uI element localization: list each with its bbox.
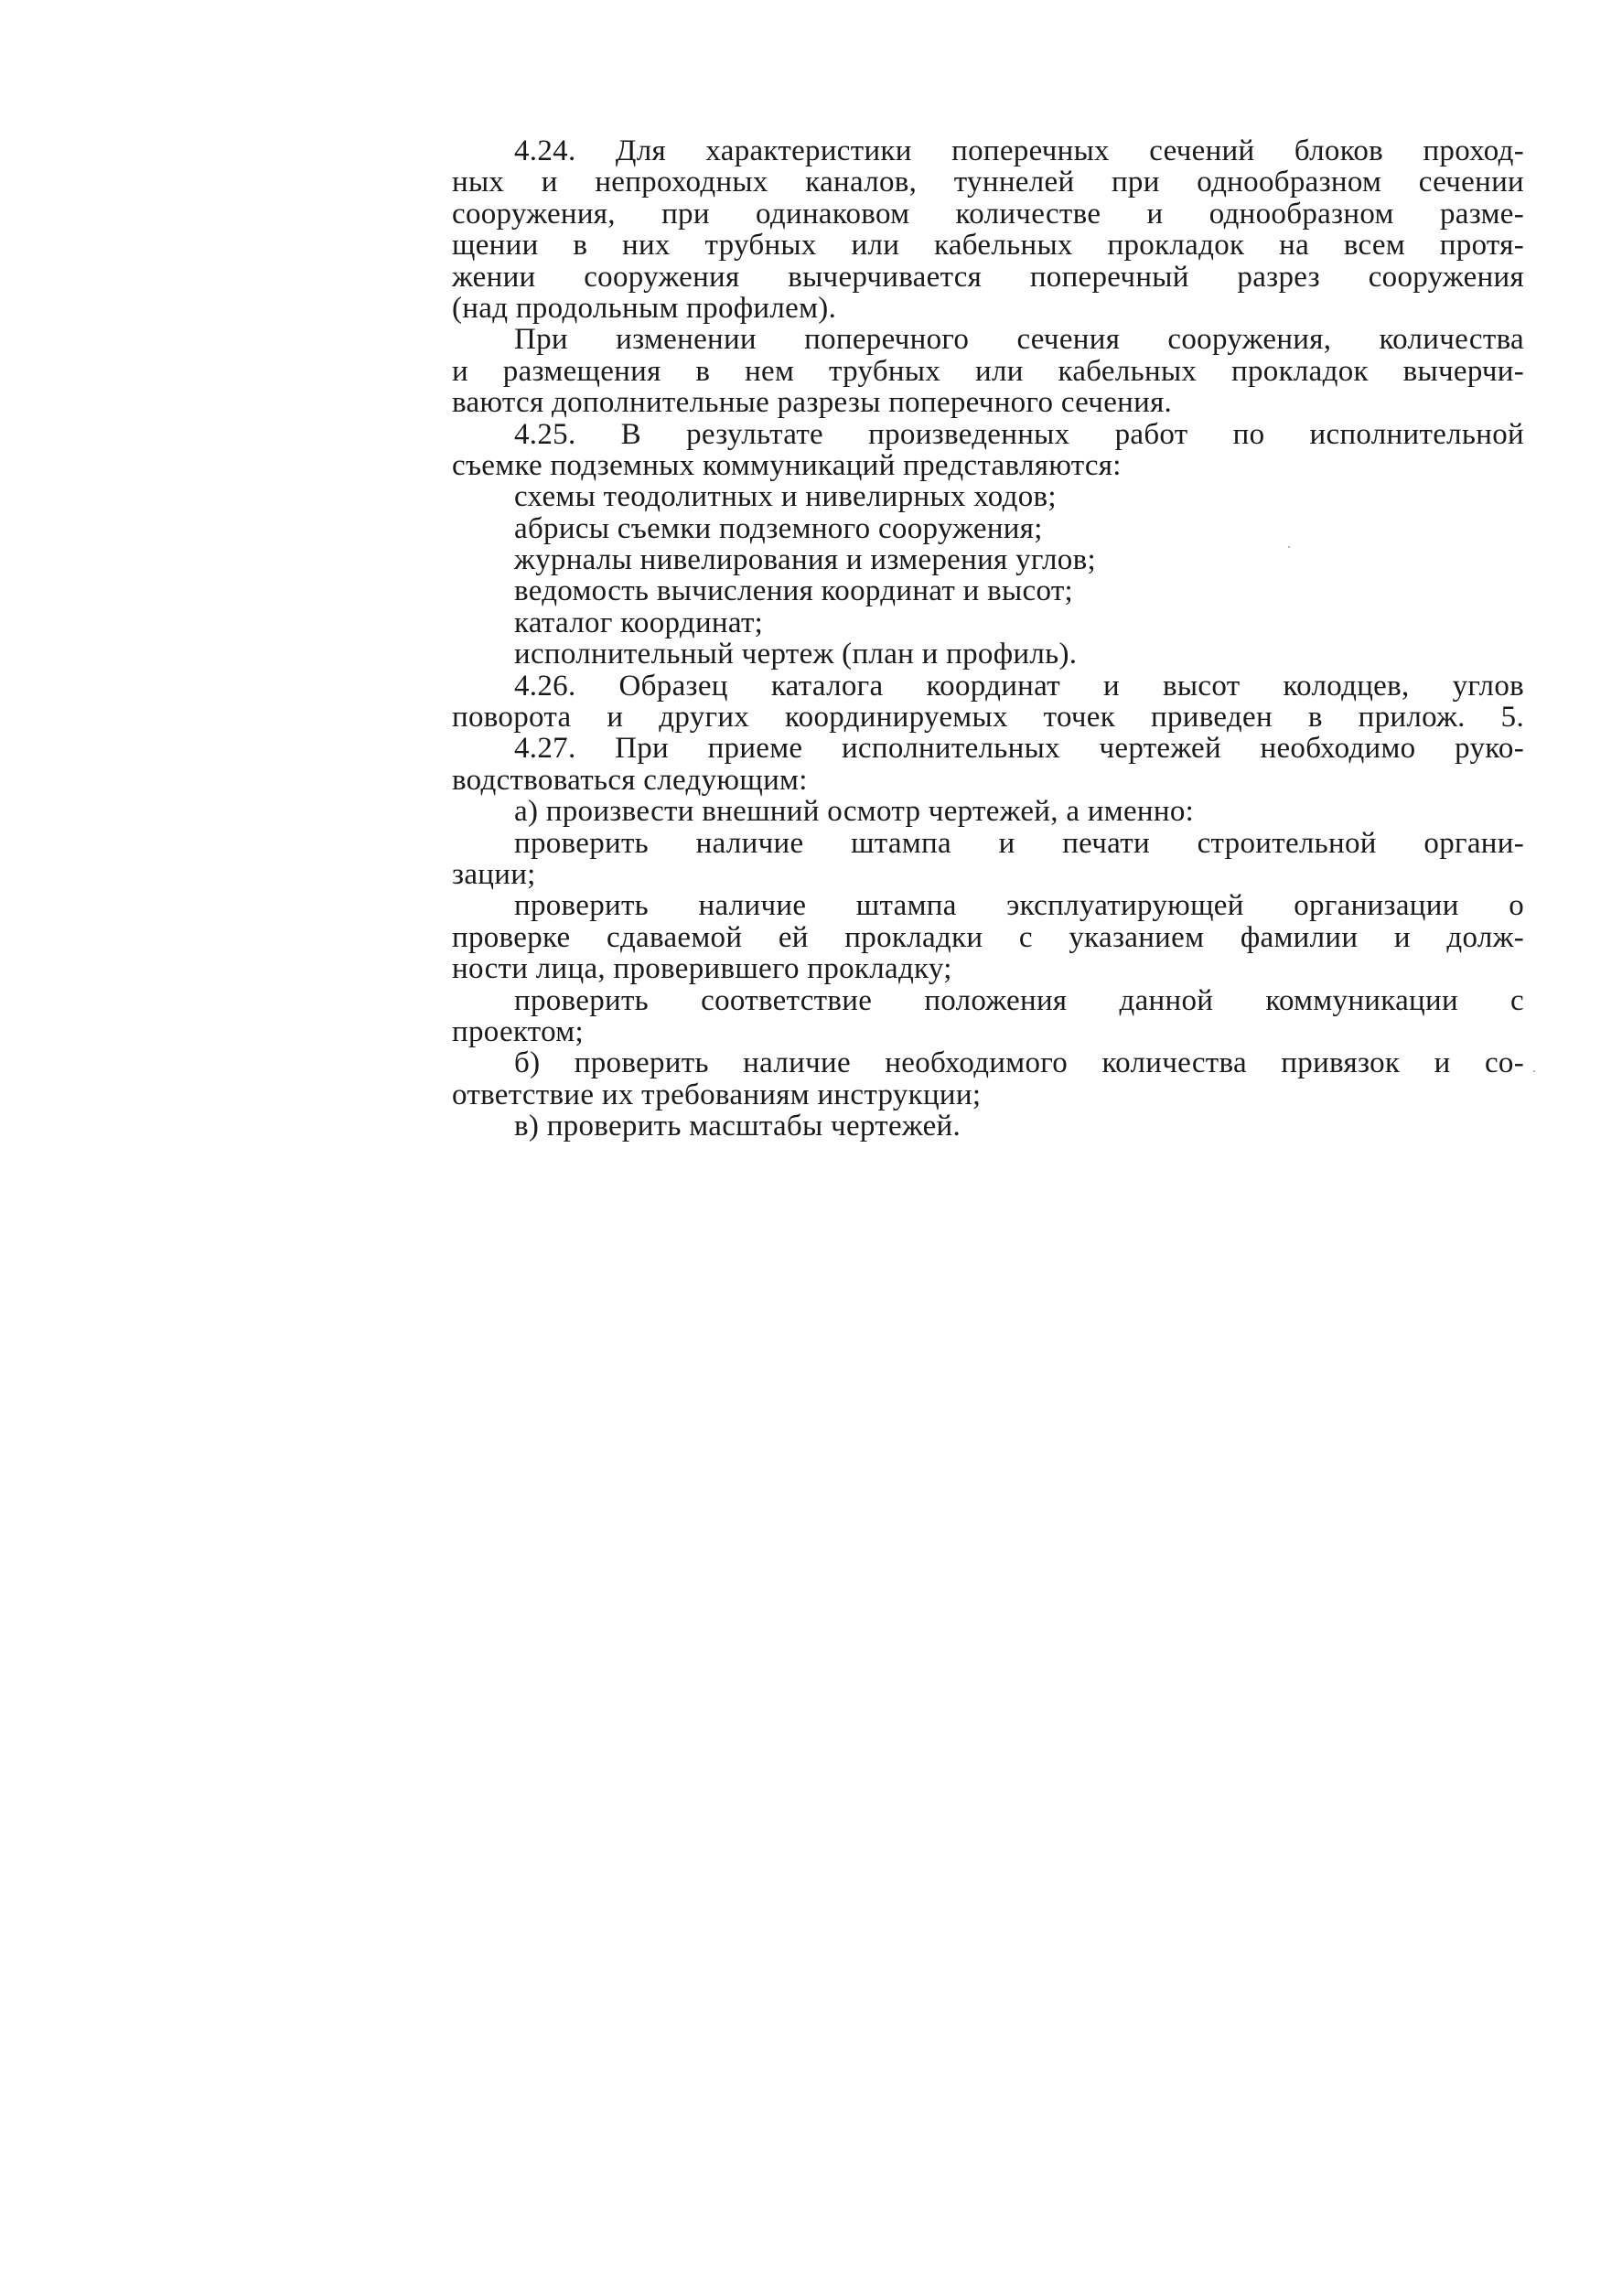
text-line: ных и непроходных каналов, туннелей при однообразном сечении bbox=[452, 166, 1524, 199]
text-line: 4.27. При приеме исполнительных чертежей необходимо руко- bbox=[514, 732, 1524, 766]
list-item: ведомость вычисления координат и высот; bbox=[514, 574, 1074, 608]
text-line: сооружения, при одинаковом количестве и однообразном разме- bbox=[452, 197, 1524, 231]
list-item: в) проверить масштабы чертежей. bbox=[514, 1110, 961, 1143]
list-item: каталог координат; bbox=[514, 606, 764, 639]
list-item: абрисы съемки подземного сооружения; bbox=[514, 511, 1043, 545]
list-item: исполнительный чертеж (план и профиль). bbox=[514, 638, 1078, 671]
text-line: При изменении поперечного сечения сооружения, количества bbox=[514, 323, 1524, 357]
list-item: схемы теодолитных и нивелирных ходов; bbox=[514, 480, 1057, 514]
text-line: щении в них трубных или кабельных прокладок на всем протя- bbox=[452, 229, 1524, 263]
text-line: 4.25. В результате произведенных работ по исполнительной bbox=[514, 417, 1524, 451]
list-item: а) произвести внешний осмотр чертежей, а именно: bbox=[514, 795, 1195, 829]
text-line: проектом; bbox=[452, 1014, 584, 1048]
scan-speck bbox=[1288, 546, 1290, 548]
text-line: жении сооружения вычерчивается поперечный разрез сооружения bbox=[452, 260, 1524, 294]
text-line: поворота и других координируемых точек приведен в прилож. 5. bbox=[452, 701, 1524, 735]
list-item: журналы нивелирования и измерения углов; bbox=[514, 543, 1096, 577]
list-item: проверить соответствие положения данной коммуникации с bbox=[514, 983, 1524, 1017]
list-item: проверить наличие штампа и печати строительной органи- bbox=[514, 826, 1524, 860]
text-line: съемке подземных коммуникаций представляются: bbox=[452, 448, 1122, 482]
text-line: водствоваться следующим: bbox=[452, 763, 808, 797]
text-line: 4.24. Для характеристики поперечных сечений блоков проход- bbox=[514, 134, 1524, 167]
text-line: и размещения в нем трубных или кабельных прокладок вычерчи- bbox=[452, 354, 1524, 388]
scan-speck bbox=[1533, 1070, 1535, 1072]
list-item: б) проверить наличие необходимого количества привязок и со- bbox=[514, 1046, 1524, 1080]
list-item: проверить наличие штампа эксплуатирующей организации о bbox=[514, 889, 1524, 923]
text-line: зации; bbox=[452, 857, 536, 891]
text-line: (над продольным профилем). bbox=[452, 291, 837, 325]
document-body bbox=[452, 135, 1524, 1143]
text-line: ваются дополнительные разрезы поперечного сечения. bbox=[452, 386, 1173, 420]
text-line: 4.26. Образец каталога координат и высот колодцев, углов bbox=[514, 669, 1524, 703]
text-line: ответствие их требованиям инструкции; bbox=[452, 1078, 982, 1111]
text-line: ности лица, проверившего прокладку; bbox=[452, 952, 952, 986]
text-line: проверке сдаваемой ей прокладки с указанием фамилии и долж- bbox=[452, 920, 1524, 954]
